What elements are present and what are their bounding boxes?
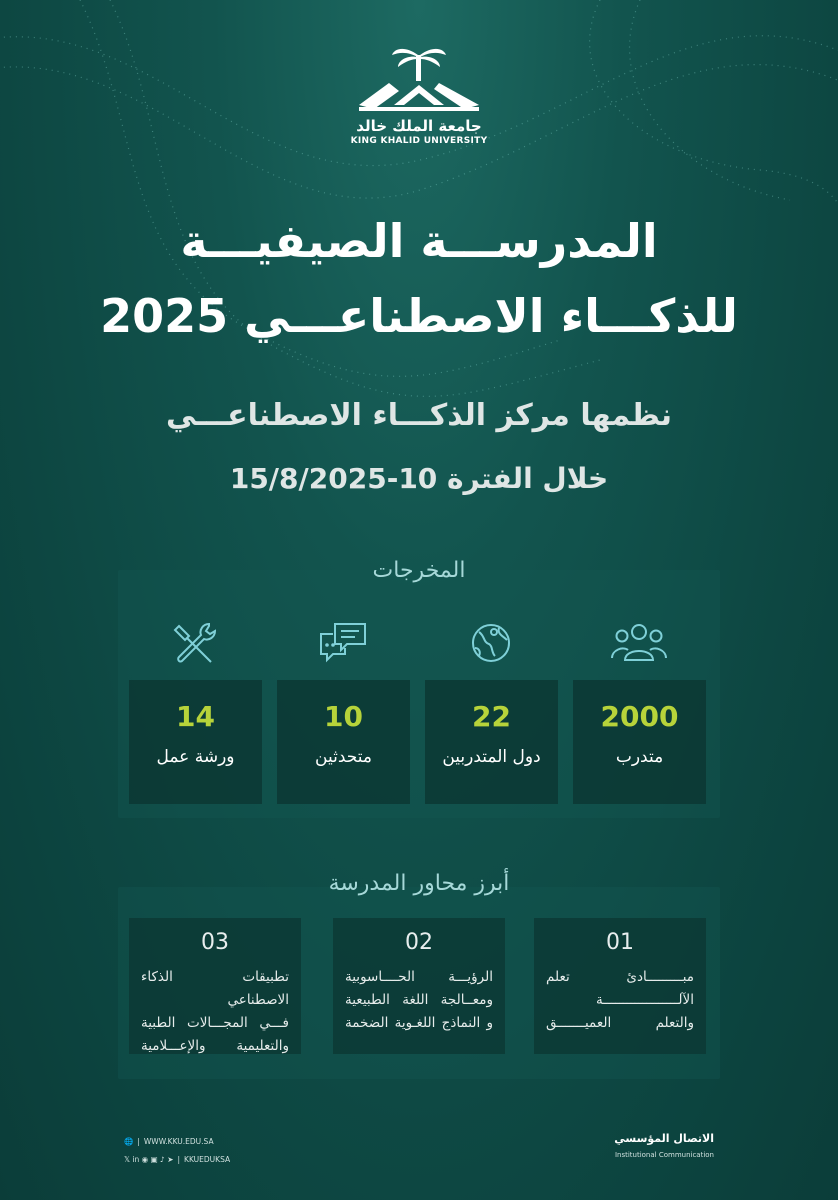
organizer-text: نظمها مركز الذكـــاء الاصطناعـــي bbox=[166, 398, 672, 433]
axis-number: 02 bbox=[405, 930, 433, 955]
footer-department bbox=[614, 1132, 714, 1159]
output-card-workshops bbox=[129, 680, 262, 804]
axis-text-line: و النماذج اللغـوية الضخمة bbox=[345, 1015, 493, 1031]
axis-text-line: والتعليمية والإعـــلامية bbox=[141, 1038, 289, 1054]
countries-count: 22 bbox=[472, 700, 511, 733]
trainees-label: متدرب bbox=[615, 747, 664, 767]
axis-card-02 bbox=[333, 918, 505, 1054]
main-title-line-1: المدرســـة الصيفيـــة bbox=[180, 214, 658, 268]
department-english: Institutional Communication bbox=[614, 1151, 714, 1159]
speakers-label: متحدثين bbox=[315, 747, 372, 767]
axis-text-line: والتعلم العميـــــــق bbox=[546, 1015, 694, 1031]
countries-label: دول المتدربين bbox=[442, 747, 541, 767]
axis-number: 03 bbox=[201, 930, 229, 955]
axis-card-03 bbox=[129, 918, 301, 1054]
axis-text-line: فـــي المجـــالات الطبية bbox=[141, 1015, 289, 1031]
output-card-countries bbox=[425, 680, 558, 804]
outputs-heading: المخرجات bbox=[372, 558, 466, 583]
axis-text-line: الآلـــــــــــــــــــة bbox=[596, 992, 694, 1008]
axis-text-line: الرؤيـــة الحــــاسوبية bbox=[345, 969, 493, 985]
website-link[interactable]: WWW.KKU.EDU.SA bbox=[143, 1136, 214, 1146]
speakers-count: 10 bbox=[324, 700, 363, 733]
output-card-trainees bbox=[573, 680, 706, 804]
axis-text bbox=[345, 966, 493, 1035]
axis-text-line: ومعــالجة اللغة الطبيعية bbox=[345, 992, 493, 1008]
palm-emblem-icon bbox=[354, 45, 484, 115]
social-media-icons: 𝕏 in ◉ ▣ ♪ ➤ bbox=[124, 1154, 174, 1164]
period-text: خلال الفترة 10-15/8/2025 bbox=[229, 462, 609, 495]
chat-bubbles-icon bbox=[313, 618, 373, 668]
university-logo bbox=[340, 45, 498, 146]
axis-text bbox=[141, 966, 289, 1058]
output-card-speakers bbox=[277, 680, 410, 804]
axes-heading: أبرز محاور المدرسة bbox=[328, 871, 510, 896]
workshops-count: 14 bbox=[176, 700, 215, 733]
users-group-icon bbox=[609, 620, 669, 670]
axis-text-line: تطبيقات الذكاء الاصطناعي bbox=[141, 969, 289, 1008]
axis-card-01 bbox=[534, 918, 706, 1054]
logo-arabic-name: جامعة الملك خالد bbox=[356, 117, 482, 135]
globe-small-icon: 🌐 bbox=[124, 1136, 134, 1146]
main-title-line-2: للذكـــاء الاصطناعـــي 2025 bbox=[100, 289, 738, 343]
department-arabic: الاتصال المؤسسي bbox=[614, 1132, 714, 1145]
social-handle[interactable]: KKUEDUKSA bbox=[184, 1154, 231, 1164]
footer-links: 🌐 | WWW.KKU.EDU.SA 𝕏 in ◉ ▣ ♪ ➤ | KKUEDUKSA bbox=[124, 1136, 231, 1164]
tools-icon bbox=[165, 618, 225, 668]
axis-text bbox=[546, 966, 694, 1035]
trainees-count: 2000 bbox=[600, 700, 679, 733]
workshops-label: ورشة عمل bbox=[156, 747, 235, 767]
globe-icon bbox=[461, 618, 521, 668]
axis-text-line: مبـــــــــادئ تعلم bbox=[546, 969, 694, 985]
axis-number: 01 bbox=[606, 930, 634, 955]
logo-english-name: KING KHALID UNIVERSITY bbox=[350, 136, 488, 146]
